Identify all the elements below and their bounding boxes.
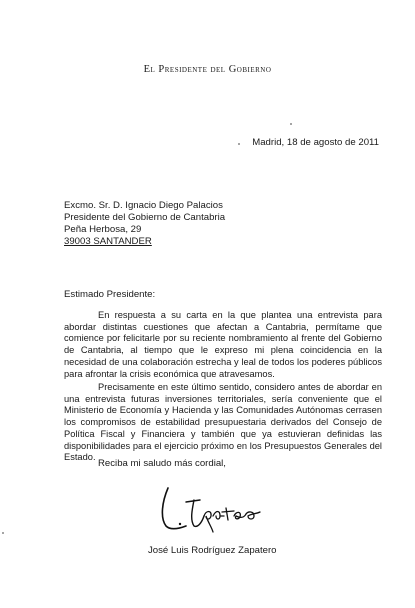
scan-speck: [290, 123, 292, 125]
body-paragraph-1: En respuesta a su carta en la que plantea una entrevista para abordar distintas cuestiones que afectan a Cantabria, permítame que comience por felicitarle por su reciente nombramiento al frente del Gobierno de Cantabria, al tiempo que le expreso mi plena coincidencia en la necesidad de una colaboración estrecha y leal de todos los poderes públicos para afrontar la crisis económica que atravesamos.: [64, 310, 382, 379]
recipient-street: Peña Herbosa, 29: [64, 224, 142, 235]
signer-name: José Luis Rodríguez Zapatero: [148, 545, 277, 556]
scan-speck: [2, 532, 4, 534]
closing: Reciba mi saludo más cordial,: [98, 458, 226, 469]
letter-date: Madrid, 18 de agosto de 2011: [252, 137, 379, 148]
body-paragraph-2: Precisamente en este último sentido, considero antes de abordar en una entrevista futuras inversiones territoriales, sería conveniente que el Ministerio de Economía y Hacienda y las Comunidades Autónomas cerrasen los compromisos de estabilidad presupuestaria derivados del Consejo de Política Fiscal y Financiera y también que ya estuvieran definidas las disponibilidades para el ejercicio próximo en los Presupuestos Generales del Estado.: [64, 382, 382, 463]
letterhead: [0, 64, 415, 75]
recipient-address: [64, 200, 225, 248]
letterhead-text: El Presidente del Gobierno: [143, 64, 272, 75]
recipient-city: 39003 SANTANDER: [64, 236, 152, 247]
recipient-title: Presidente del Gobierno de Cantabria: [64, 212, 226, 223]
handwritten-signature: [156, 482, 266, 534]
recipient-name: Excmo. Sr. D. Ignacio Diego Palacios: [64, 200, 223, 211]
scan-speck: [238, 143, 240, 145]
greeting: Estimado Presidente:: [64, 289, 156, 300]
